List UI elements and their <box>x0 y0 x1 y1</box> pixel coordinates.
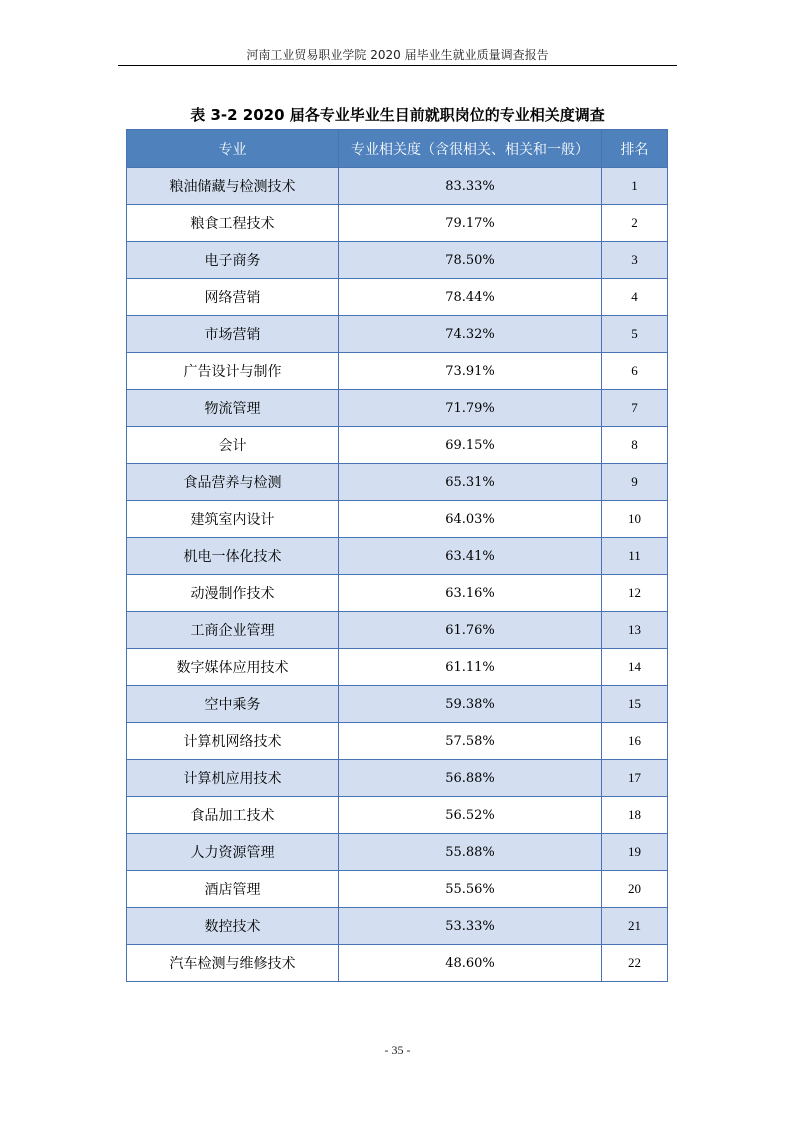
rank-cell: 9 <box>602 464 668 501</box>
rank-cell: 10 <box>602 501 668 538</box>
rank-cell: 21 <box>602 908 668 945</box>
relevance-cell: 79.17% <box>339 205 602 242</box>
rank-cell: 3 <box>602 242 668 279</box>
rank-cell: 18 <box>602 797 668 834</box>
table-title: 表 3-2 2020 届各专业毕业生目前就职岗位的专业相关度调查 <box>190 106 605 124</box>
relevance-cell: 74.32% <box>339 316 602 353</box>
table-body <box>127 168 668 982</box>
relevance-cell: 63.16% <box>339 575 602 612</box>
relevance-cell: 65.31% <box>339 464 602 501</box>
major-cell: 计算机应用技术 <box>127 760 339 797</box>
table-row <box>127 353 668 390</box>
major-cell: 数控技术 <box>127 908 339 945</box>
major-cell: 食品加工技术 <box>127 797 339 834</box>
relevance-cell: 57.58% <box>339 723 602 760</box>
table-row <box>127 760 668 797</box>
table-row <box>127 316 668 353</box>
relevance-cell: 55.56% <box>339 871 602 908</box>
table-row <box>127 945 668 982</box>
table-row <box>127 538 668 575</box>
major-cell: 物流管理 <box>127 390 339 427</box>
relevance-cell: 56.52% <box>339 797 602 834</box>
rank-cell: 22 <box>602 945 668 982</box>
rank-cell: 7 <box>602 390 668 427</box>
rank-cell: 13 <box>602 612 668 649</box>
relevance-cell: 83.33% <box>339 168 602 205</box>
rank-cell: 4 <box>602 279 668 316</box>
rank-cell: 16 <box>602 723 668 760</box>
major-cell: 机电一体化技术 <box>127 538 339 575</box>
rank-cell: 19 <box>602 834 668 871</box>
table-row <box>127 242 668 279</box>
major-cell: 酒店管理 <box>127 871 339 908</box>
major-cell: 电子商务 <box>127 242 339 279</box>
page-number: - 35 - <box>384 1043 411 1057</box>
header-divider <box>118 65 677 66</box>
column-header-major: 专业 <box>127 130 339 168</box>
rank-cell: 6 <box>602 353 668 390</box>
rank-cell: 11 <box>602 538 668 575</box>
table-row <box>127 575 668 612</box>
relevance-cell: 61.76% <box>339 612 602 649</box>
table-row <box>127 686 668 723</box>
major-cell: 食品营养与检测 <box>127 464 339 501</box>
major-cell: 建筑室内设计 <box>127 501 339 538</box>
relevance-table <box>126 129 668 982</box>
relevance-cell: 63.41% <box>339 538 602 575</box>
rank-cell: 20 <box>602 871 668 908</box>
table-row <box>127 390 668 427</box>
relevance-cell: 55.88% <box>339 834 602 871</box>
table-row <box>127 205 668 242</box>
rank-cell: 1 <box>602 168 668 205</box>
table-row <box>127 834 668 871</box>
relevance-cell: 78.44% <box>339 279 602 316</box>
rank-cell: 14 <box>602 649 668 686</box>
major-cell: 粮食工程技术 <box>127 205 339 242</box>
major-cell: 会计 <box>127 427 339 464</box>
table-row <box>127 723 668 760</box>
major-cell: 数字媒体应用技术 <box>127 649 339 686</box>
relevance-cell: 71.79% <box>339 390 602 427</box>
relevance-cell: 48.60% <box>339 945 602 982</box>
table-row <box>127 464 668 501</box>
table-header-row <box>127 130 668 168</box>
table-row <box>127 279 668 316</box>
major-cell: 市场营销 <box>127 316 339 353</box>
major-cell: 空中乘务 <box>127 686 339 723</box>
table-row <box>127 797 668 834</box>
table-row <box>127 501 668 538</box>
rank-cell: 12 <box>602 575 668 612</box>
rank-cell: 8 <box>602 427 668 464</box>
relevance-cell: 69.15% <box>339 427 602 464</box>
major-cell: 汽车检测与维修技术 <box>127 945 339 982</box>
rank-cell: 2 <box>602 205 668 242</box>
table-row <box>127 168 668 205</box>
relevance-cell: 73.91% <box>339 353 602 390</box>
major-cell: 人力资源管理 <box>127 834 339 871</box>
major-cell: 网络营销 <box>127 279 339 316</box>
table-row <box>127 427 668 464</box>
relevance-cell: 53.33% <box>339 908 602 945</box>
rank-cell: 15 <box>602 686 668 723</box>
table-row <box>127 908 668 945</box>
table-row <box>127 649 668 686</box>
major-cell: 工商企业管理 <box>127 612 339 649</box>
relevance-cell: 61.11% <box>339 649 602 686</box>
relevance-cell: 59.38% <box>339 686 602 723</box>
running-header: 河南工业贸易职业学院 2020 届毕业生就业质量调查报告 <box>246 48 549 62</box>
table-row <box>127 612 668 649</box>
relevance-cell: 56.88% <box>339 760 602 797</box>
major-cell: 动漫制作技术 <box>127 575 339 612</box>
column-header-relevance: 专业相关度（含很相关、相关和一般） <box>339 130 602 168</box>
major-cell: 计算机网络技术 <box>127 723 339 760</box>
relevance-cell: 78.50% <box>339 242 602 279</box>
column-header-rank: 排名 <box>602 130 668 168</box>
major-cell: 粮油储藏与检测技术 <box>127 168 339 205</box>
rank-cell: 17 <box>602 760 668 797</box>
table-row <box>127 871 668 908</box>
major-cell: 广告设计与制作 <box>127 353 339 390</box>
relevance-cell: 64.03% <box>339 501 602 538</box>
rank-cell: 5 <box>602 316 668 353</box>
